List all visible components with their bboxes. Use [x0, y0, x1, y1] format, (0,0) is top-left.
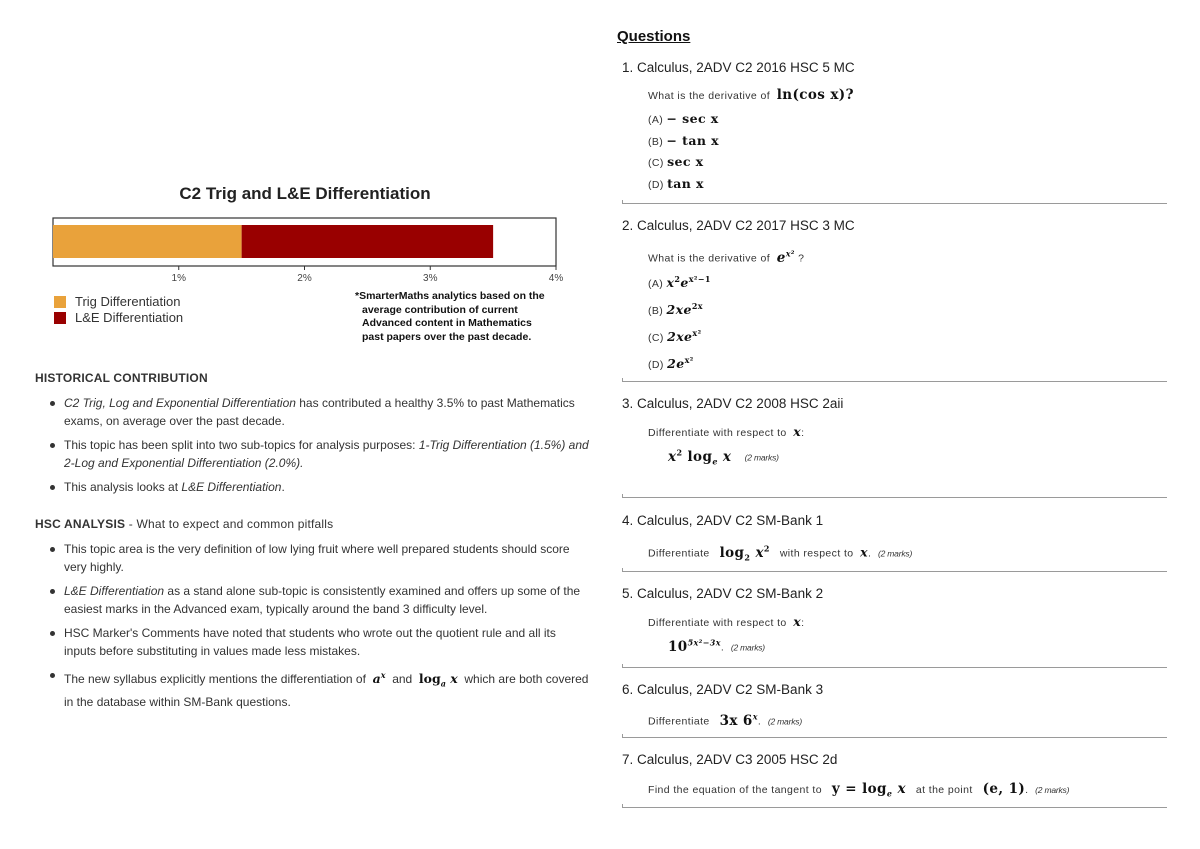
- legend-item-trig: [54, 294, 183, 309]
- questions-heading: Questions: [617, 28, 691, 45]
- math-log-a-x: [418, 671, 458, 689]
- math-a-pow-x: [373, 671, 386, 686]
- text: .: [720, 641, 725, 654]
- historical-heading: HISTORICAL CONTRIBUTION: [35, 371, 208, 385]
- divider: [622, 497, 1167, 498]
- list-item: [50, 666, 590, 711]
- math-text: (e, 1): [982, 781, 1026, 797]
- marks-label: (2 marks): [730, 642, 765, 653]
- option-label: (D): [648, 179, 664, 191]
- math-expr: [668, 639, 721, 655]
- text: Differentiate: [648, 547, 710, 560]
- chart-legend: [54, 294, 183, 326]
- math-expr: [720, 713, 758, 729]
- text: at the point: [915, 784, 973, 796]
- divider: [622, 807, 1167, 808]
- question-title: 1. Calculus, 2ADV C2 2016 HSC 5 MC: [622, 60, 855, 75]
- list-item: [50, 540, 590, 576]
- legend-swatch-trig: [54, 296, 66, 308]
- text: Find the equation of the tangent to: [648, 784, 822, 796]
- legend-label-le: L&E Differentiation: [75, 310, 184, 325]
- math-text: x: [793, 424, 802, 439]
- question-5: [622, 584, 1167, 655]
- math-text: 2: [674, 274, 681, 284]
- chart-note-line: *SmarterMaths analytics based on the: [355, 290, 545, 302]
- x-tick-label: 1%: [171, 273, 186, 284]
- chart-note-line: past papers over the past decade.: [362, 330, 532, 343]
- question-6: [622, 680, 1167, 729]
- divider: [622, 381, 1167, 382]
- question-title: 4. Calculus, 2ADV C2 SM-Bank 1: [622, 513, 824, 528]
- hsc-heading-sub: - What to expect and common pitfalls: [125, 517, 334, 531]
- text: which are both covered in the database within SM-Bank questions.: [64, 672, 589, 709]
- text: ?: [798, 252, 805, 265]
- question-prompt: [648, 781, 1069, 799]
- list-item: [50, 394, 590, 430]
- math-expr: [777, 250, 795, 266]
- option-b: [648, 301, 703, 317]
- legend-swatch-le: [54, 312, 66, 324]
- math-text: ln(cos x)?: [776, 87, 854, 103]
- option-a: [648, 274, 711, 290]
- math-text: a: [372, 671, 381, 687]
- option-c: [648, 328, 702, 344]
- text: Differentiate with respect to: [648, 427, 787, 439]
- list-item: [50, 624, 590, 660]
- question-expression: [668, 447, 779, 466]
- marks-label: (2 marks): [1035, 785, 1070, 795]
- marks-label: (2 marks): [767, 716, 802, 727]
- question-prompt: [648, 614, 804, 629]
- math-text: 2x: [691, 301, 703, 311]
- option-d: [648, 355, 694, 371]
- list-item: [50, 582, 590, 618]
- math-text: x²−1: [688, 274, 711, 284]
- question-expression: [668, 637, 765, 655]
- math-text: 2xe: [666, 302, 692, 318]
- italic-text: L&E Differentiation: [64, 584, 165, 598]
- math-text: − tan x: [666, 133, 719, 148]
- option-a: [648, 111, 719, 126]
- math-text: log: [719, 544, 745, 561]
- text: This topic has been split into two sub-topics for analysis purposes:: [64, 438, 419, 452]
- math-text: 3x 6: [719, 712, 753, 729]
- text: :: [801, 427, 805, 439]
- option-label: (B): [648, 305, 664, 318]
- math-text: e: [680, 275, 689, 291]
- italic-text: C2 Trig, Log and Exponential Differentiation: [64, 396, 296, 410]
- chart-note-line: Advanced content in Mathematics: [362, 317, 532, 329]
- math-text: x²: [684, 355, 694, 365]
- text: This analysis looks at: [64, 480, 182, 494]
- text: The new syllabus explicitly mentions the differentiation of: [64, 672, 366, 687]
- math-text: y = log: [831, 781, 887, 797]
- question-title: 3. Calculus, 2ADV C2 2008 HSC 2aii: [622, 396, 844, 411]
- math-text: x: [722, 448, 732, 465]
- math-text: log: [418, 671, 441, 687]
- bar-trig: [53, 225, 242, 258]
- text: Differentiate: [648, 715, 710, 728]
- question-3: [622, 394, 1167, 467]
- math-text: e: [886, 788, 893, 799]
- math-text: x: [450, 671, 458, 687]
- legend-item-le: [54, 310, 183, 325]
- divider: [622, 667, 1167, 668]
- chart-title: C2 Trig and L&E Differentiation: [179, 184, 431, 203]
- math-text: 2e: [667, 356, 685, 372]
- question-2: [622, 216, 1167, 372]
- chart-block: [40, 182, 570, 352]
- math-text: sec x: [667, 154, 704, 169]
- question-7: [622, 750, 1167, 799]
- x-tick-label: 4%: [548, 273, 564, 284]
- math-expr: [667, 329, 701, 344]
- math-text: x: [793, 614, 802, 629]
- marks-label: (2 marks): [744, 452, 779, 463]
- math-text: log: [687, 448, 713, 465]
- text: .: [868, 547, 872, 560]
- bar-le: [242, 225, 494, 258]
- question-4: [622, 511, 1167, 563]
- option-label: (C): [648, 157, 664, 169]
- question-title: 5. Calculus, 2ADV C2 SM-Bank 2: [622, 586, 824, 601]
- text: Differentiate with respect to: [648, 617, 787, 629]
- math-text: 2xe: [667, 329, 693, 345]
- math-expr: [667, 356, 694, 371]
- option-label: (A): [648, 278, 664, 291]
- math-text: 2: [763, 543, 770, 553]
- text: :: [801, 617, 805, 629]
- italic-text: 1-Trig Differentiation (1.5%) and 2-Log and Exponential Differentiation (2.0%).: [64, 438, 589, 470]
- text: What is the derivative of: [648, 252, 771, 265]
- text: HSC Marker's Comments have noted that students who wrote out the quotient rule and all its inputs before substituting in values made less mistakes.: [64, 626, 556, 658]
- math-text: e: [712, 456, 718, 467]
- question-1: [622, 58, 1167, 191]
- question-prompt: [648, 248, 804, 266]
- question-prompt: [648, 543, 912, 562]
- text: with respect to: [779, 547, 854, 560]
- text: What is the derivative of: [648, 90, 771, 102]
- text: .: [757, 715, 762, 728]
- text: .: [1025, 784, 1029, 796]
- chart-note-line: average contribution of current: [362, 303, 518, 316]
- text: has contributed a healthy 3.5% to past Mathematics exams, on average over the past decade.: [64, 396, 575, 428]
- math-text: − sec x: [666, 111, 719, 126]
- math-text: x: [755, 544, 764, 561]
- italic-text: L&E Differentiation: [181, 480, 282, 494]
- option-label: (C): [648, 332, 664, 345]
- divider: [622, 571, 1167, 572]
- chart-note: [355, 290, 570, 344]
- math-text: x: [897, 781, 906, 797]
- text: and: [392, 672, 413, 687]
- option-c: [648, 154, 704, 169]
- option-label: (B): [648, 136, 664, 148]
- question-prompt: [648, 424, 804, 439]
- math-text: tan x: [667, 176, 704, 191]
- math-text: x: [668, 448, 677, 465]
- x-tick-label: 3%: [423, 273, 438, 284]
- math-text: 5x²−3x: [687, 637, 721, 647]
- math-text: x: [380, 670, 386, 680]
- question-title: 7. Calculus, 2ADV C3 2005 HSC 2d: [622, 752, 838, 767]
- divider: [622, 203, 1167, 204]
- divider: [622, 737, 1167, 738]
- list-item: [50, 478, 590, 496]
- option-label: (A): [648, 114, 664, 126]
- math-expr: [832, 781, 906, 797]
- math-text: a: [440, 678, 446, 689]
- math-text: x: [860, 544, 869, 560]
- math-text: x: [666, 275, 675, 291]
- math-text: 2: [676, 447, 683, 457]
- legend-label-trig: Trig Differentiation: [75, 294, 181, 309]
- option-b: [648, 133, 719, 148]
- math-text: x²: [785, 248, 795, 258]
- question-prompt: [648, 711, 802, 729]
- math-expr: [668, 449, 731, 465]
- historical-list: [50, 394, 590, 502]
- option-d: [648, 176, 704, 191]
- math-text: e: [776, 249, 786, 266]
- math-expr: [667, 302, 703, 317]
- question-title: 2. Calculus, 2ADV C2 2017 HSC 3 MC: [622, 218, 855, 233]
- text: as a stand alone sub-topic is consistently examined and offers up some of the easiest marks in the Advanced exam, typically around the band 3 difficulty level.: [64, 584, 581, 616]
- option-label: (D): [648, 359, 664, 372]
- math-text: x²: [692, 328, 702, 338]
- question-prompt: [648, 87, 854, 103]
- x-tick-label: 2%: [297, 273, 312, 284]
- text: This topic area is the very definition of low lying fruit where well prepared students should score very highly.: [64, 542, 570, 574]
- math-text: 2: [744, 552, 751, 563]
- hsc-list: [50, 540, 590, 717]
- math-text: x: [752, 711, 758, 721]
- hsc-heading: [35, 517, 333, 531]
- math-expr: [720, 545, 770, 561]
- marks-label: (2 marks): [877, 548, 913, 559]
- hsc-heading-text: HSC ANALYSIS: [35, 517, 126, 531]
- list-item: [50, 436, 590, 472]
- math-text: 10: [668, 638, 688, 655]
- text: .: [281, 480, 285, 494]
- question-title: 6. Calculus, 2ADV C2 SM-Bank 3: [622, 682, 824, 697]
- math-expr: [667, 275, 711, 290]
